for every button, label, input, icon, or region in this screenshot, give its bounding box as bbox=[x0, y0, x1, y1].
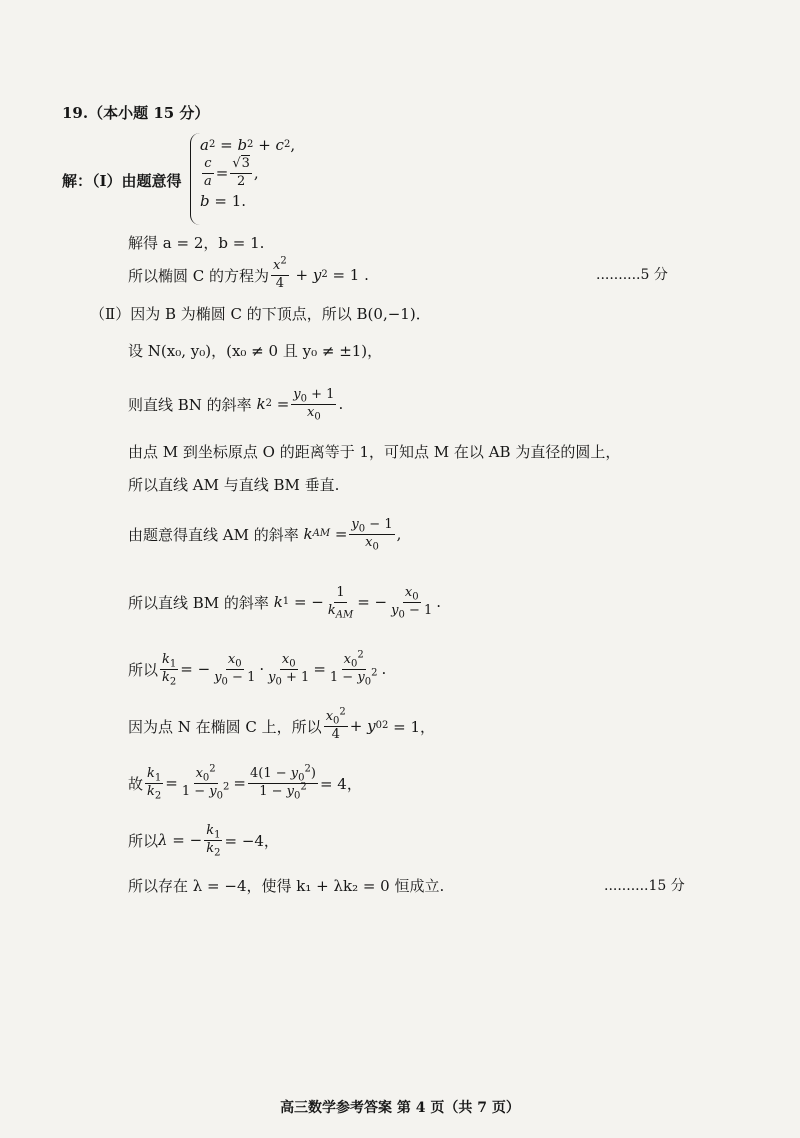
part2-line6: 由题意得直线 AM 的斜率 k AM = $\frac{y_0 - 1}{x_0}$ , bbox=[128, 516, 402, 553]
part2-line10-prefix: 故 bbox=[128, 774, 144, 793]
part2-line2-text: 设 N(x₀, y₀)，(x₀ ≠ 0 且 y₀ ≠ ±1)， bbox=[128, 342, 383, 360]
part2-line4 bbox=[128, 441, 620, 462]
part1-score: ..........5 分 bbox=[596, 267, 668, 283]
part2-line9: 因为点 N 在椭圆 C 上，所以 $\frac{x_0^2}{4}$ + y 0 2 = 1， bbox=[128, 706, 436, 742]
part2-line3: 则直线 BN 的斜率 k 2 = $\frac{y_0 + 1}{x_0}$ . bbox=[128, 386, 344, 423]
part2-line12-text: 所以存在 λ = −4，使得 k₁ + λk₂ = 0 恒成立. bbox=[128, 877, 445, 895]
system-eq-1: a 2 = b 2 + c 2 , bbox=[200, 136, 296, 154]
page-footer: 高三数学参考答案 第 4 页（共 7 页） bbox=[280, 1100, 520, 1116]
part2-line5 bbox=[128, 474, 339, 495]
part1-equation: 所以椭圆 C 的方程为 $\frac{x^2}{4}$ + y 2 = 1 . bbox=[128, 255, 369, 291]
part2-line2 bbox=[128, 340, 382, 361]
part2-line9-prefix: 因为点 N 在椭圆 C 上，所以 bbox=[128, 717, 322, 736]
part1-solve-text: 解得 a = 2，b = 1. bbox=[128, 234, 265, 252]
part2-line1-text: （Ⅱ）因为 B 为椭圆 C 的下顶点，所以 B(0,−1)． bbox=[90, 305, 431, 323]
part2-line8: 所以 $\frac{k_1}{k_2}$ = − $\frac{x_0}{y_0 - 1}$ · $\frac{x_0}{y_0 + 1}$ = $\frac{x_0^2}{1 - y_0^2}$ . bbox=[128, 649, 387, 688]
part2-line4-text: 由点 M 到坐标原点 O 的距离等于 1，可知点 M 在以 AB 为直径的圆上， bbox=[128, 443, 621, 461]
problem-header bbox=[62, 102, 209, 123]
equation-system bbox=[200, 131, 320, 215]
part2-line7-prefix: 所以直线 BM 的斜率 bbox=[128, 593, 269, 612]
part2-line8-prefix: 所以 bbox=[128, 660, 159, 679]
part2-score: ..........15 分 bbox=[604, 878, 685, 894]
part2-line12 bbox=[128, 875, 444, 896]
part1-intro bbox=[62, 170, 182, 191]
system-eq-2: $\frac{c}{a}$ = $\frac{√3}{2}$ , bbox=[204, 155, 259, 189]
system-eq-3: b = 1. bbox=[200, 192, 247, 210]
part2-line5-text: 所以直线 AM 与直线 BM 垂直. bbox=[128, 476, 340, 494]
part2-line1 bbox=[90, 303, 431, 324]
part2-line11: 所以 λ = − $\frac{k_1}{k_2}$ = −4， bbox=[128, 822, 279, 859]
part2-line6-prefix: 由题意得直线 AM 的斜率 bbox=[128, 525, 299, 544]
part2-line7: 所以直线 BM 的斜率 k 1 = − $\frac{1}{k_{AM}}$ = − $\frac{x_0}{y_0 - 1}$ . bbox=[128, 584, 442, 621]
part2-line10: 故 $\frac{k_1}{k_2}$ = $\frac{x_0^2}{1 - y_0^2}$ = $\frac{4(1 - y_0^2)}{1 - y_0^2}$ = 4， bbox=[128, 763, 362, 802]
part2-line11-prefix: 所以 bbox=[128, 831, 159, 850]
part1-solve bbox=[128, 232, 264, 253]
part1-intro-text: 解：（Ⅰ）由题意得 bbox=[62, 172, 182, 190]
problem-header-text: 19.（本小题 15 分） bbox=[62, 104, 210, 122]
part2-line3-prefix: 则直线 BN 的斜率 bbox=[128, 395, 252, 414]
part1-equation-prefix: 所以椭圆 C 的方程为 bbox=[128, 266, 270, 285]
